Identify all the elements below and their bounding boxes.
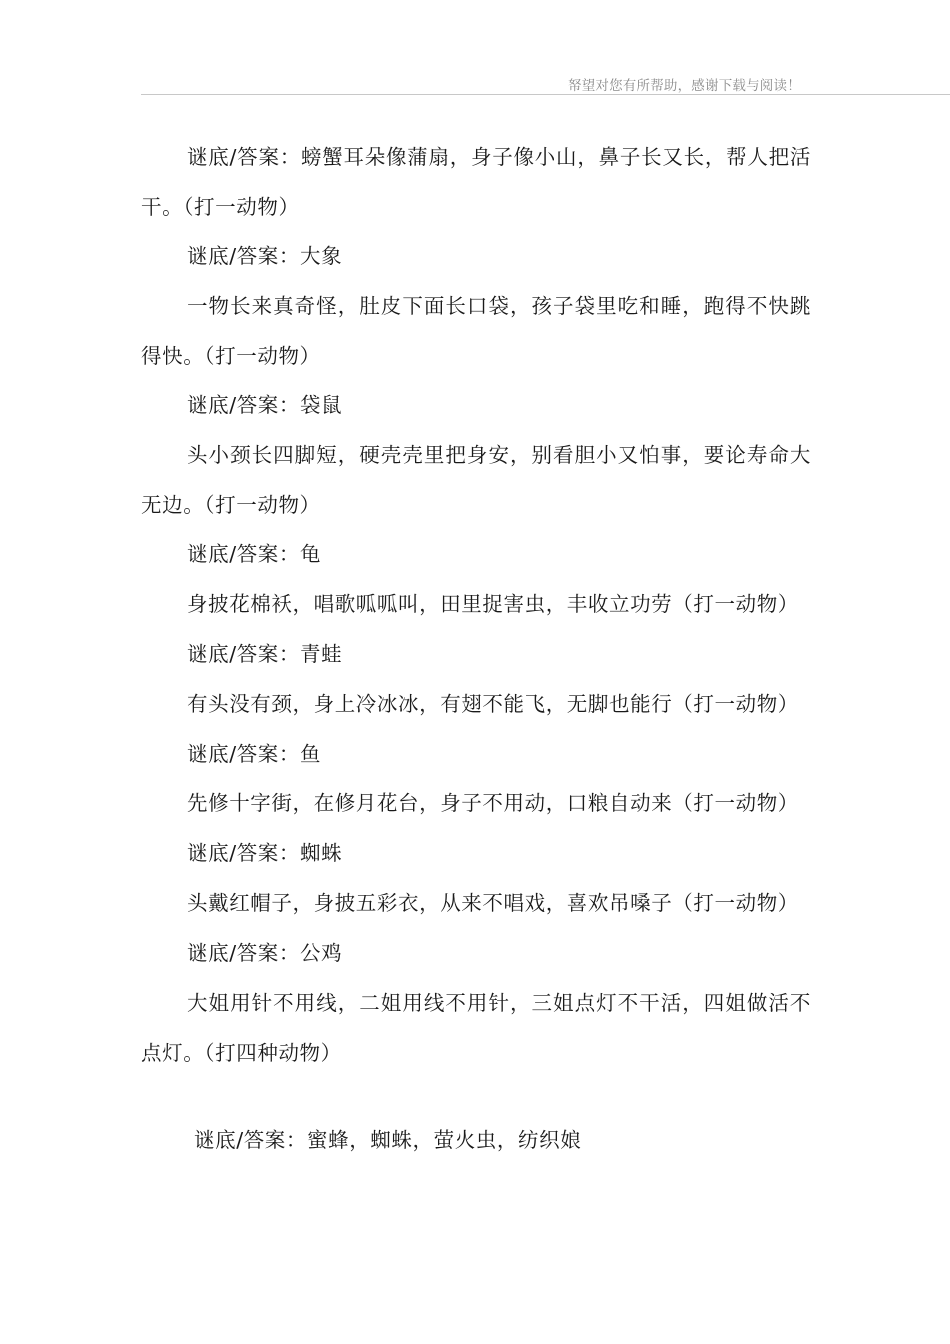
paragraph-answer-elephant: 谜底/答案：大象 <box>187 244 343 268</box>
paragraph-answer-fish: 谜底/答案：鱼 <box>187 742 322 766</box>
paragraph-answer-rooster: 谜底/答案：公鸡 <box>187 941 343 965</box>
paragraph-riddle-turtle: 头小颈长四脚短，硬壳壳里把身安，别看胆小又怕事，要论寿命大无边。（打一动物） <box>141 443 811 517</box>
paragraph-answer-four-sisters: 谜底/答案：蜜蜂，蜘蛛，萤火虫，纺织娘 <box>194 1128 582 1152</box>
paragraph-riddle-fish: 有头没有颈，身上冷冰冰，有翅不能飞，无脚也能行（打一动物） <box>187 692 799 716</box>
paragraph-answer-frog: 谜底/答案：青蛙 <box>187 642 343 666</box>
paragraph-riddle-spider: 先修十字街，在修月花台，身子不用动，口粮自动来（打一动物） <box>187 791 799 815</box>
paragraph-riddle-elephant: 谜底/答案：螃蟹耳朵像蒲扇，身子像小山，鼻子长又长，帮人把活干。（打一动物） <box>141 145 811 219</box>
header-divider <box>141 94 950 95</box>
paragraph-answer-spider: 谜底/答案：蜘蛛 <box>187 841 343 865</box>
paragraph-riddle-kangaroo: 一物长来真奇怪，肚皮下面长口袋，孩子袋里吃和睡，跑得不快跳得快。（打一动物） <box>141 294 811 368</box>
paragraph-riddle-frog: 身披花棉袄，唱歌呱呱叫，田里捉害虫，丰收立功劳（打一动物） <box>187 592 799 616</box>
header-note: 帑望对您有所帮助，感谢下载与阅读！ <box>568 78 801 94</box>
paragraph-riddle-four-sisters: 大姐用针不用线，二姐用线不用针，三姐点灯不干活，四姐做活不点灯。（打四种动物） <box>141 991 811 1065</box>
paragraph-answer-turtle: 谜底/答案：龟 <box>187 542 322 566</box>
paragraph-riddle-rooster: 头戴红帽子，身披五彩衣，从来不唱戏，喜欢吊嗓子（打一动物） <box>187 891 799 915</box>
paragraph-answer-kangaroo: 谜底/答案：袋鼠 <box>187 393 343 417</box>
